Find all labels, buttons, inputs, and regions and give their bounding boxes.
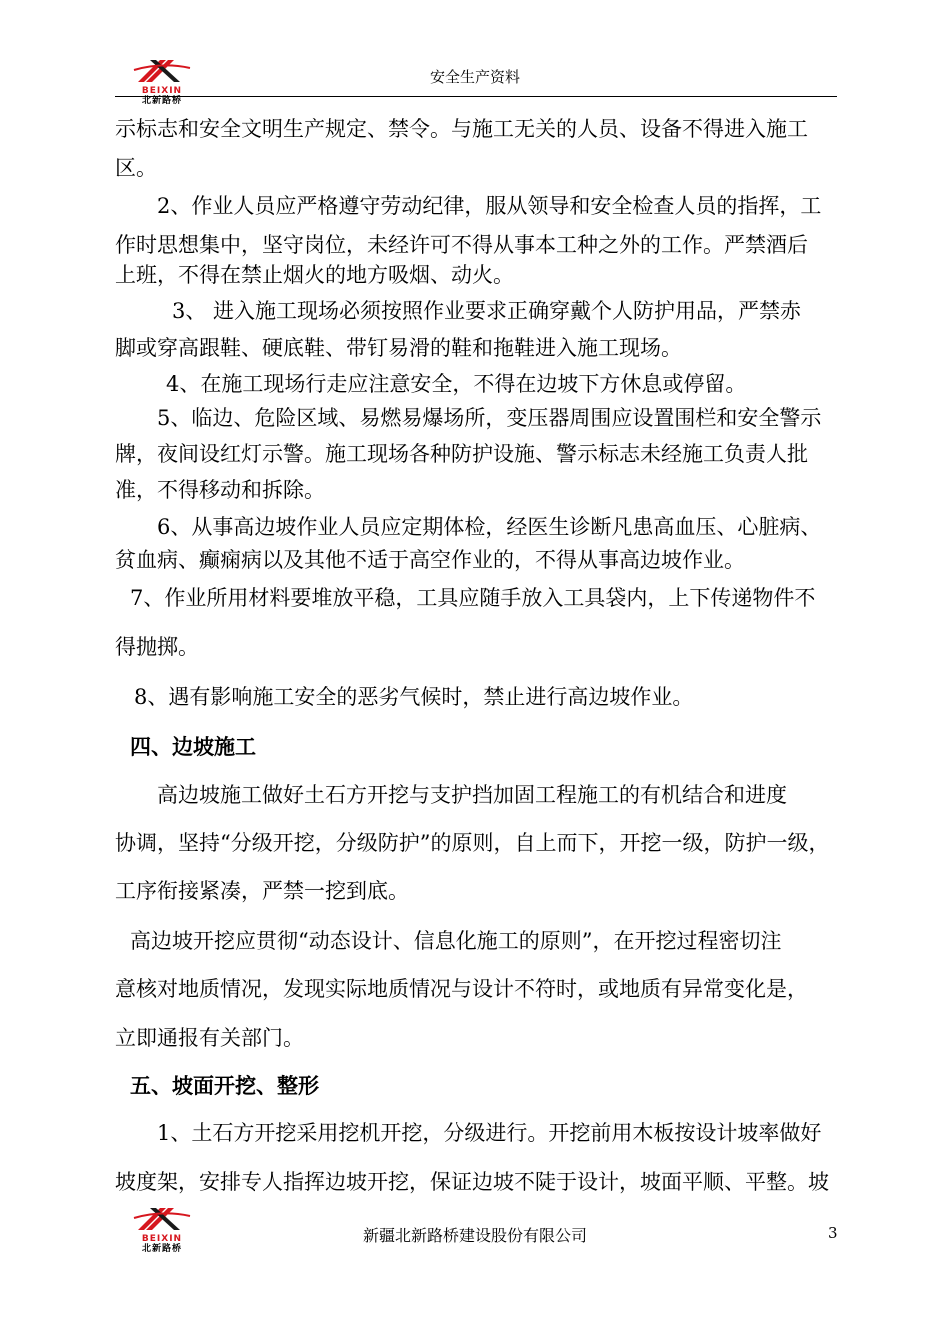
logo-text: 北新路桥 (141, 1244, 182, 1254)
logo-brand: BEIXIN (141, 1234, 183, 1244)
header-title: 安全生产资料 (429, 68, 520, 86)
body-line: 高边坡开挖应贯彻“动态设计、信息化施工的原则”，在开挖过程密切注 (130, 929, 782, 953)
section-heading: 五、坡面开挖、整形 (130, 1073, 319, 1098)
body-line: 5、临边、危险区域、易燃易爆场所，变压器周围应设置围栏和安全警示 (157, 406, 822, 430)
body-line: 牌，夜间设红灯示警。施工现场各种防护设施、警示标志未经施工负责人批 (115, 442, 808, 466)
body-line: 上班，不得在禁止烟火的地方吸烟、动火。 (115, 263, 514, 287)
body-line: 得抛掷。 (115, 635, 199, 659)
body-line: 示标志和安全文明生产规定、禁令。与施工无关的人员、设备不得进入施工 (115, 117, 808, 141)
footer-company: 新疆北新路桥建设股份有限公司 (362, 1226, 587, 1245)
body-line: 4、在施工现场行走应注意安全，不得在边坡下方休息或停留。 (166, 372, 747, 396)
body-line: 贫血病、癫痫病以及其他不适于高空作业的，不得从事高边坡作业。 (115, 548, 745, 572)
body-line: 3、 进入施工现场必须按照作业要求正确穿戴个人防护用品，严禁赤 (172, 299, 802, 323)
body-line: 1、土石方开挖采用挖机开挖，分级进行。开挖前用木板按设计坡率做好 (157, 1121, 822, 1145)
body-line: 2、作业人员应严格遵守劳动纪律，服从领导和安全检查人员的指挥，工 (157, 194, 822, 218)
logo-text: 北新路桥 (141, 96, 182, 106)
page-number: 3 (828, 1224, 838, 1242)
body-line: 准，不得移动和拆除。 (115, 478, 325, 502)
body-line: 脚或穿高跟鞋、硬底鞋、带钉易滑的鞋和拖鞋进入施工现场。 (115, 336, 682, 360)
body-line: 7、作业所用材料要堆放平稳，工具应随手放入工具袋内，上下传递物件不 (130, 586, 816, 610)
body-line: 工序衔接紧凑，严禁一挖到底。 (115, 879, 409, 903)
body-line: 高边坡施工做好土石方开挖与支护挡加固工程施工的有机结合和进度 (157, 783, 787, 807)
body-line: 8、遇有影响施工安全的恶劣气候时，禁止进行高边坡作业。 (134, 685, 694, 709)
body-line: 协调，坚持“分级开挖，分级防护”的原则，自上而下，开挖一级，防护一级， (115, 831, 830, 855)
header-divider (115, 96, 837, 97)
body-line: 坡度架，安排专人指挥边坡开挖，保证边坡不陡于设计，坡面平顺、平整。坡 (115, 1170, 829, 1194)
logo-brand: BEIXIN (141, 86, 183, 96)
section-heading: 四、边坡施工 (130, 734, 256, 759)
body-line: 作时思想集中，坚守岗位，未经许可不得从事本工种之外的工作。严禁酒后 (115, 233, 808, 257)
body-line: 立即通报有关部门。 (115, 1026, 304, 1050)
body-line: 6、从事高边坡作业人员应定期体检，经医生诊断凡患高血压、心脏病、 (157, 515, 822, 539)
body-line: 区。 (115, 156, 157, 180)
body-line: 意核对地质情况，发现实际地质情况与设计不符时，或地质有异常变化是， (115, 977, 808, 1001)
